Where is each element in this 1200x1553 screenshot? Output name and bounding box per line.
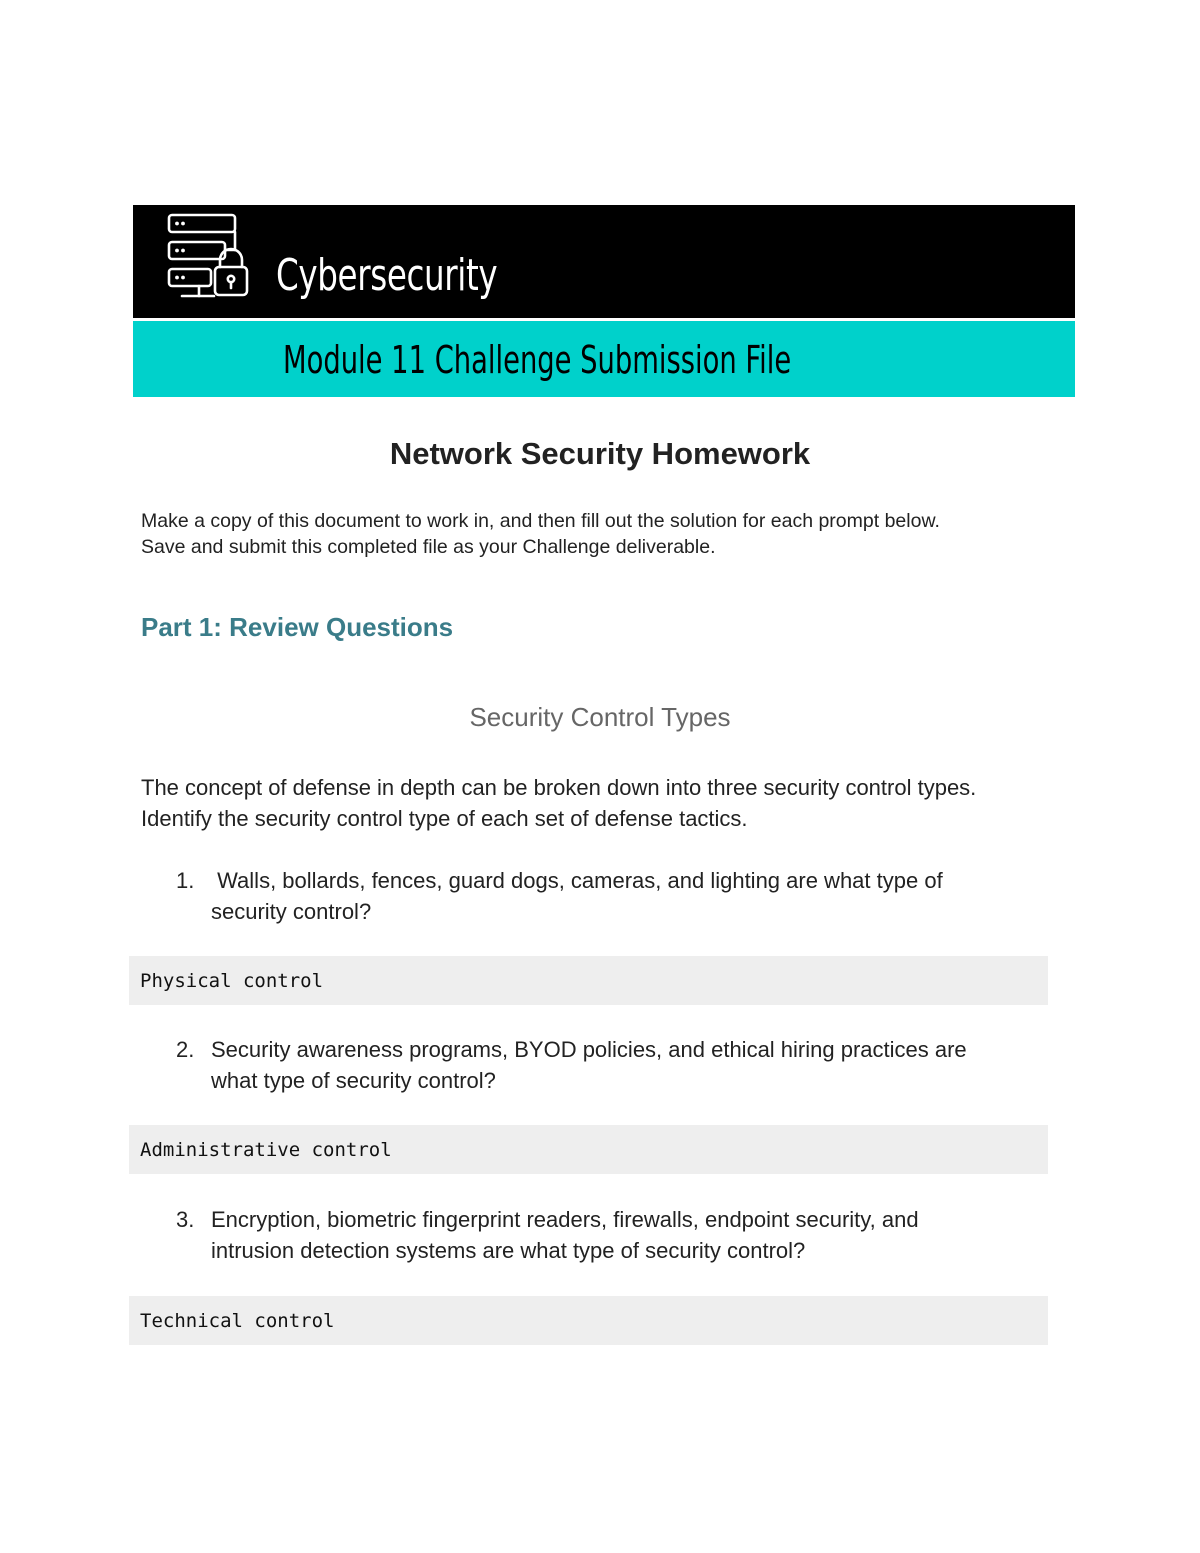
answer-text: Technical control: [140, 1310, 335, 1332]
concept-line: The concept of defense in depth can be broken down into three security control types.: [141, 775, 977, 800]
document-title: Network Security Homework: [389, 436, 811, 471]
subtitle-banner: [133, 321, 1075, 397]
question-text: [211, 1204, 1056, 1266]
server-lock-icon: [166, 211, 252, 301]
concept-paragraph: [141, 772, 1101, 834]
question-number: 1.: [176, 868, 195, 893]
part-heading: Part 1: Review Questions: [141, 612, 454, 642]
question-line: what type of security control?: [211, 1068, 496, 1093]
answer-box: [129, 1296, 1048, 1345]
question-line: security control?: [211, 899, 372, 924]
answer-box: [129, 1125, 1048, 1174]
question-line: Encryption, biometric fingerprint readers, firewalls, endpoint security, and: [211, 1207, 919, 1232]
question-number: 2.: [176, 1037, 195, 1062]
module-title: Module 11 Challenge Submission File: [283, 338, 792, 382]
header-banner: [133, 205, 1075, 318]
question-line: Security awareness programs, BYOD policies, and ethical hiring practices are: [211, 1037, 967, 1062]
question-text: [211, 865, 1056, 927]
question-number: 3.: [176, 1207, 195, 1232]
brand-title: Cybersecurity: [276, 250, 498, 301]
intro-line: Save and submit this completed file as your Challenge deliverable.: [141, 536, 716, 558]
question-line: Walls, bollards, fences, guard dogs, cameras, and lighting are what type of: [211, 868, 943, 893]
intro-paragraph: [141, 508, 1091, 560]
answer-text: Administrative control: [140, 1139, 392, 1161]
question-line: intrusion detection systems are what type of security control?: [211, 1238, 806, 1263]
concept-line: Identify the security control type of each set of defense tactics.: [141, 806, 748, 831]
answer-box: [129, 956, 1048, 1005]
question-text: [211, 1034, 1056, 1096]
section-heading: Security Control Types: [469, 702, 731, 732]
answer-text: Physical control: [140, 970, 324, 992]
intro-line: Make a copy of this document to work in, and then fill out the solution for each prompt below.: [141, 510, 940, 532]
